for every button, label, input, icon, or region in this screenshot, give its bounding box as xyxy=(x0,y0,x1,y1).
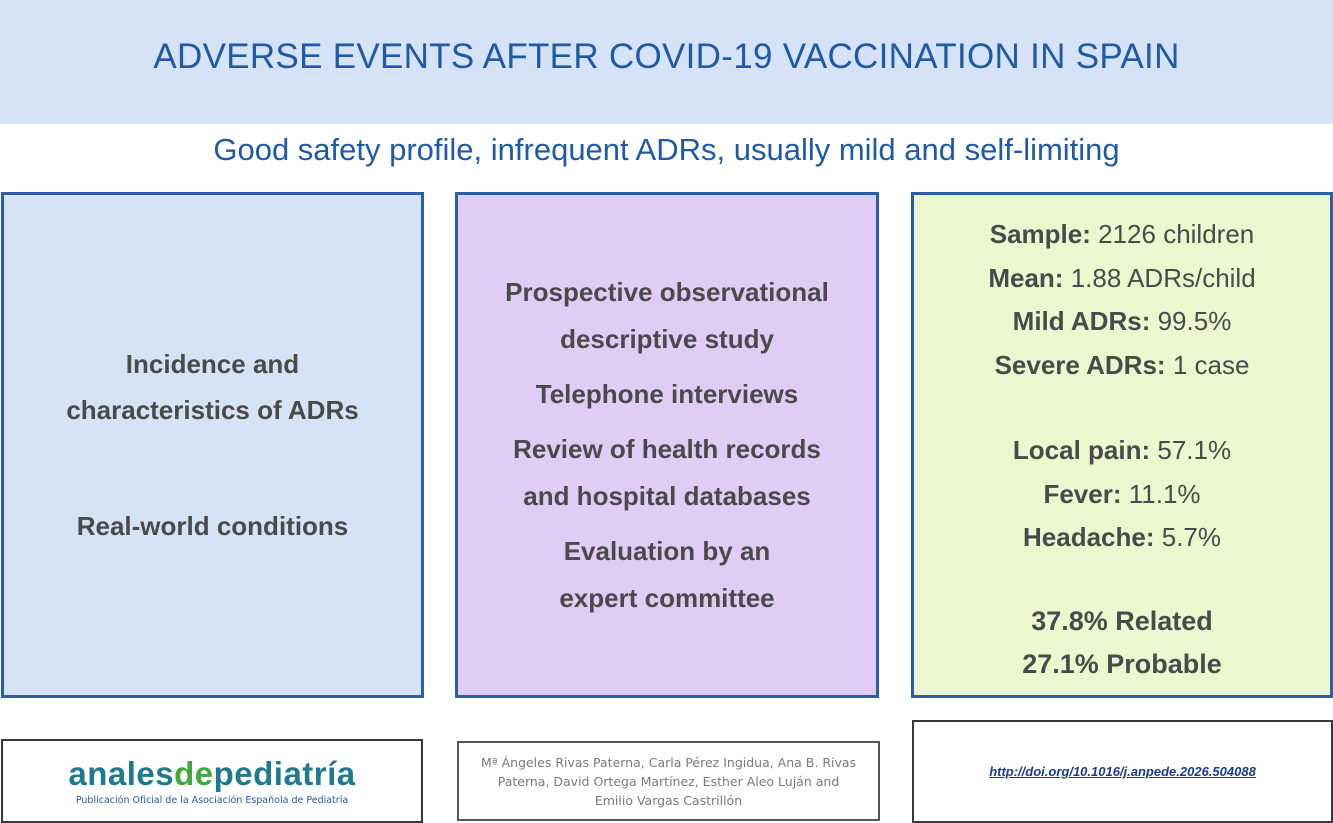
stat-row xyxy=(1013,300,1232,344)
logo-part: anales xyxy=(68,754,175,792)
symptom-row xyxy=(1043,473,1200,517)
journal-tagline: Publicación Oficial de la Asociación Española de Pediatría xyxy=(75,794,349,806)
symptom-value: 57.1% xyxy=(1157,435,1232,465)
objective-item: Incidence and characteristics of ADRs xyxy=(66,349,359,425)
page-title: ADVERSE EVENTS AFTER COVID-19 VACCINATION IN SPAIN xyxy=(153,37,1180,76)
doi-link[interactable]: http://doi.org/10.1016/j.anpede.2026.504088 xyxy=(989,764,1256,779)
stat-label: Mild ADRs: xyxy=(1012,306,1151,336)
symptom-row xyxy=(1013,429,1231,473)
stat-row xyxy=(988,257,1255,301)
stat-row xyxy=(995,344,1250,388)
causality-related: 37.8% Related xyxy=(1031,605,1213,636)
method-item: Evaluation by an expert committee xyxy=(559,535,775,613)
stat-label: Mean: xyxy=(988,262,1064,293)
symptom-row xyxy=(1023,516,1221,560)
doi-box xyxy=(912,720,1333,823)
methods-panel xyxy=(455,192,879,698)
symptom-label: Fever: xyxy=(1043,478,1122,509)
symptom-value: 5.7% xyxy=(1161,522,1221,552)
method-item: Telephone interviews xyxy=(535,378,799,409)
method-item: Prospective observational descriptive study xyxy=(505,276,829,354)
method-item: Review of health records and hospital databases xyxy=(513,433,821,511)
stat-label: Sample: xyxy=(989,219,1091,249)
symptom-label: Headache: xyxy=(1023,522,1155,552)
authors-text: Mª Ángeles Rivas Paterna, Carla Pérez Ingidua, Ana B. Rivas Paterna, David Ortega Martínez, Esther Aleo Luján and Emilio Vargas Castrillón xyxy=(480,754,857,808)
journal-logo xyxy=(68,754,356,792)
page-subtitle: Good safety profile, infrequent ADRs, usually mild and self-limiting xyxy=(213,132,1120,167)
logo-part: pediatría xyxy=(213,754,356,792)
stat-label: Severe ADRs: xyxy=(994,349,1166,380)
title-banner xyxy=(0,0,1333,124)
stat-value: 2126 children xyxy=(1098,219,1255,249)
stat-value: 1.88 ADRs/child xyxy=(1070,262,1256,293)
symptom-value: 11.1% xyxy=(1128,478,1201,509)
stat-row xyxy=(990,213,1255,257)
results-panel xyxy=(911,192,1333,698)
stat-value: 99.5% xyxy=(1157,306,1232,336)
symptom-label: Local pain: xyxy=(1012,435,1151,465)
objectives-panel xyxy=(1,192,424,698)
journal-logo-box xyxy=(1,739,423,823)
objective-item: Real-world conditions xyxy=(76,511,349,541)
stat-value: 1 case xyxy=(1172,349,1250,380)
causality-probable: 27.1% Probable xyxy=(1022,648,1222,679)
logo-part: de xyxy=(174,754,214,792)
authors-box xyxy=(457,741,880,821)
